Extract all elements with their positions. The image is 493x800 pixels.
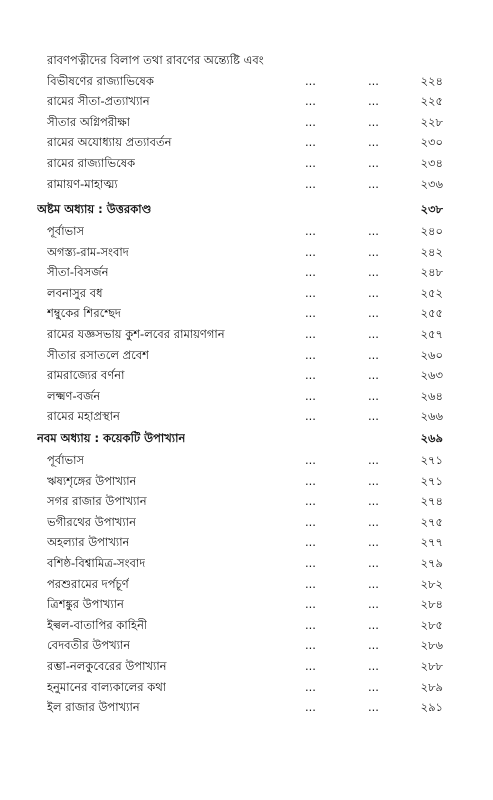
toc-entry — [0, 221, 493, 241]
leader-dots: ... — [305, 73, 316, 88]
toc-entry-title: হনুমানের বাল্যকালের কথা — [47, 679, 167, 694]
toc-entry — [0, 471, 493, 491]
toc-entry-page-number: ২৬৪ — [420, 388, 443, 403]
toc-entry — [0, 303, 493, 323]
toc-entry-page-number: ২২৫ — [420, 94, 443, 109]
leader-dots: ... — [305, 368, 316, 383]
toc-entry-title: ভগীরথের উপাখ্যান — [47, 514, 136, 529]
toc-entry — [0, 262, 493, 282]
toc-entry — [0, 91, 493, 111]
toc-entry-title: রামের অযোধ্যায় প্রত্যাবর্তন — [47, 135, 172, 150]
leader-dots: ... — [305, 700, 316, 715]
leader-dots: ... — [305, 114, 316, 129]
leader-dots: ... — [368, 700, 379, 715]
toc-entry-page-number: ২৭৫ — [420, 514, 443, 529]
toc-entry-page-number: ২৮৯ — [420, 679, 443, 694]
toc-entry-title: রামায়ণ-মাহাত্ম্য — [47, 176, 118, 191]
toc-entry-title: রম্ভা-নলকুবেরের উপাখ্যান — [47, 659, 167, 673]
toc-entry — [0, 153, 493, 173]
leader-dots: ... — [368, 176, 379, 191]
leader-dots: ... — [305, 285, 316, 300]
toc-entry-page-number: ২৩০ — [420, 135, 443, 150]
leader-dots: ... — [368, 494, 379, 509]
toc-entry-page-number: ২৭৪ — [420, 494, 443, 509]
leader-dots: ... — [305, 679, 316, 694]
toc-entry-title: লক্ষ্মণ-বর্জন — [47, 388, 101, 403]
toc-entry — [0, 50, 493, 70]
leader-dots: ... — [368, 265, 379, 280]
leader-dots: ... — [305, 327, 316, 341]
leader-dots: ... — [305, 556, 316, 570]
leader-dots: ... — [368, 244, 379, 259]
leader-dots: ... — [368, 473, 379, 488]
toc-entry-page-number: ২৮৪ — [420, 597, 443, 612]
toc-entry-title: ইল্বল-বাতাপির কাহিনী — [47, 617, 148, 632]
toc-entry-title: সীতার অগ্নিপরীক্ষা — [47, 114, 131, 129]
toc-entry-title: অহল্যার উপাখ্যান — [47, 535, 130, 550]
chapter-heading-title: নবম অধ্যায় : কয়েকটি উপাখ্যান — [37, 431, 186, 445]
leader-dots: ... — [305, 659, 316, 673]
leader-dots: ... — [305, 347, 316, 362]
toc-entry-title: সীতা-বিসর্জন — [47, 265, 109, 280]
chapter-heading — [0, 428, 493, 448]
toc-entry-page-number: ২৫৭ — [420, 327, 443, 341]
toc-entry — [0, 365, 493, 385]
leader-dots: ... — [368, 327, 379, 341]
toc-entry-page-number: ২৪৮ — [420, 265, 443, 280]
toc-entry-title: রামের রাজ্যাভিষেক — [47, 156, 136, 170]
toc-entry-title: সীতার রসাতলে প্রবেশ — [47, 347, 149, 362]
toc-entry-title: রামের যজ্ঞসভায় কুশ-লবের রামায়ণগান — [47, 327, 225, 341]
toc-entry-title: রামরাজ্যের বর্ণনা — [47, 368, 125, 383]
leader-dots: ... — [368, 388, 379, 403]
toc-entry — [0, 656, 493, 676]
toc-entry — [0, 615, 493, 635]
toc-entry — [0, 345, 493, 365]
toc-entry-page-number: ২৫২ — [420, 285, 443, 300]
leader-dots: ... — [368, 94, 379, 109]
toc-entry — [0, 553, 493, 573]
toc-entry-title: শম্বুকের শিরশ্ছেদ — [47, 306, 121, 321]
toc-entry-title: ইল রাজার উপাখ্যান — [47, 700, 140, 715]
toc-entry-page-number: ২৬০ — [420, 347, 443, 362]
leader-dots: ... — [305, 453, 316, 467]
leader-dots: ... — [305, 409, 316, 424]
toc-entry-title: রামের মহাপ্রস্থান — [47, 409, 120, 424]
toc-entry — [0, 450, 493, 470]
toc-entry-page-number: ২৭৯ — [420, 556, 443, 570]
leader-dots: ... — [368, 514, 379, 529]
toc-entry-page-number: ২৮৫ — [420, 617, 443, 632]
chapter-heading-page-number: ২৩৮ — [420, 202, 443, 216]
chapter-heading — [0, 199, 493, 219]
toc-entry-page-number: ২৫৫ — [420, 306, 443, 321]
leader-dots: ... — [305, 514, 316, 529]
toc-entry — [0, 532, 493, 552]
toc-entry — [0, 324, 493, 344]
leader-dots: ... — [305, 576, 316, 591]
leader-dots: ... — [305, 176, 316, 191]
toc-entry-title: ঋষ্যশৃঙ্গের উপাখ্যান — [47, 473, 137, 488]
leader-dots: ... — [305, 494, 316, 509]
leader-dots: ... — [305, 135, 316, 150]
toc-entry-page-number: ২৭৭ — [420, 535, 443, 550]
toc-entry-title: বিভীষণের রাজ্যাভিষেক — [47, 73, 154, 88]
leader-dots: ... — [368, 556, 379, 570]
leader-dots: ... — [368, 73, 379, 88]
toc-entry — [0, 491, 493, 511]
toc-entry-title: লবনাসুর বধ — [47, 285, 103, 300]
leader-dots: ... — [305, 156, 316, 170]
leader-dots: ... — [368, 617, 379, 632]
leader-dots: ... — [305, 535, 316, 550]
leader-dots: ... — [305, 617, 316, 632]
toc-entry — [0, 697, 493, 717]
leader-dots: ... — [368, 535, 379, 550]
toc-entry-title: বেদবতীর উপখ্যান — [47, 638, 131, 653]
toc-entry — [0, 283, 493, 303]
toc-entry-title: অগস্ত্য-রাম-সংবাদ — [47, 244, 129, 259]
chapter-heading-title: অষ্টম অধ্যায় : উত্তরকাণ্ড — [37, 202, 152, 216]
toc-entry — [0, 174, 493, 194]
leader-dots: ... — [368, 679, 379, 694]
leader-dots: ... — [305, 473, 316, 488]
toc-entry-title: পূর্বাভাস — [47, 224, 85, 238]
leader-dots: ... — [368, 285, 379, 300]
leader-dots: ... — [368, 114, 379, 129]
leader-dots: ... — [368, 576, 379, 591]
toc-entry-page-number: ২৪০ — [420, 224, 443, 238]
toc-entry — [0, 406, 493, 426]
leader-dots: ... — [368, 368, 379, 383]
toc-entry — [0, 386, 493, 406]
toc-entry — [0, 242, 493, 262]
toc-entry — [0, 512, 493, 532]
toc-entry-page-number: ২২৮ — [420, 114, 443, 129]
toc-entry-page-number: ২৭১ — [420, 453, 443, 467]
leader-dots: ... — [305, 638, 316, 653]
toc-entry-title: রামের সীতা-প্রত্যাখ্যান — [47, 94, 150, 109]
toc-entry — [0, 71, 493, 91]
chapter-heading-page-number: ২৬৯ — [420, 431, 443, 445]
leader-dots: ... — [305, 306, 316, 321]
toc-entry-page-number: ২৪২ — [420, 244, 443, 259]
toc-entry-page-number: ২৬৩ — [420, 368, 443, 383]
toc-entry-page-number: ২৮৬ — [420, 638, 443, 653]
toc-entry-page-number: ২৮৮ — [420, 659, 443, 673]
leader-dots: ... — [305, 94, 316, 109]
leader-dots: ... — [368, 156, 379, 170]
toc-entry-page-number: ২৬৬ — [420, 409, 443, 424]
leader-dots: ... — [305, 244, 316, 259]
leader-dots: ... — [368, 224, 379, 238]
toc-entry-title: বশিষ্ঠ-বিশ্বামিত্র-সংবাদ — [47, 556, 146, 570]
toc-entry-title: ত্রিশঙ্কুর উপাখ্যান — [47, 597, 124, 612]
leader-dots: ... — [368, 597, 379, 612]
leader-dots: ... — [368, 659, 379, 673]
toc-entry-title: সগর রাজার উপাখ্যান — [47, 494, 147, 509]
toc-entry — [0, 574, 493, 594]
toc-entry-page-number: ২২৪ — [420, 73, 443, 88]
toc-entry — [0, 112, 493, 132]
toc-entry-page-number: ২৩৬ — [420, 176, 443, 191]
toc-entry-page-number: ২৮২ — [420, 576, 443, 591]
toc-entry-page-number: ২৯১ — [420, 700, 443, 715]
toc-entry-title: পূর্বাভাস — [47, 453, 85, 467]
toc-entry-title: পরশুরামের দর্পচূর্ণ — [47, 576, 129, 591]
toc-entry-page-number: ২৭১ — [420, 473, 443, 488]
leader-dots: ... — [305, 224, 316, 238]
leader-dots: ... — [368, 409, 379, 424]
leader-dots: ... — [368, 453, 379, 467]
toc-entry — [0, 132, 493, 152]
leader-dots: ... — [368, 347, 379, 362]
leader-dots: ... — [305, 597, 316, 612]
toc-entry-page-number: ২৩৪ — [420, 156, 443, 170]
toc-entry — [0, 635, 493, 655]
toc-entry — [0, 677, 493, 697]
toc-entry-title: রাবণপত্নীদের বিলাপ তথা রাবণের অন্ত্যেষ্টি এবং — [47, 53, 264, 67]
leader-dots: ... — [305, 388, 316, 403]
leader-dots: ... — [368, 306, 379, 321]
leader-dots: ... — [305, 265, 316, 280]
leader-dots: ... — [368, 638, 379, 653]
toc-entry — [0, 594, 493, 614]
leader-dots: ... — [368, 135, 379, 150]
